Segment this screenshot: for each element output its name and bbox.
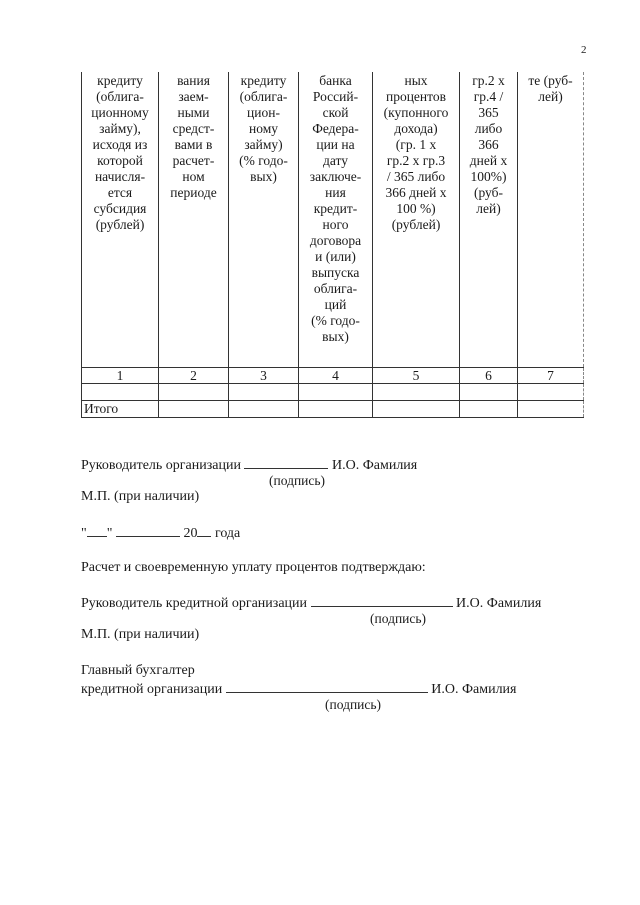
column-number-row [82,368,584,384]
year-blank [197,524,211,537]
head-label: Руководитель организации [81,458,241,473]
table-cell [373,401,460,418]
date-open-quote: " [81,526,87,541]
confirmation-text: Расчет и своевременную уплату процентов подтверждаю: [81,560,426,575]
table-cell [299,401,373,418]
date-year-prefix: 20 [183,526,198,541]
table-cell [518,401,584,418]
table-cell [373,384,460,401]
header-cell-7: те (руб- лей) [518,72,584,368]
column-number: 3 [229,368,299,384]
total-label: Итого [82,401,159,418]
column-number: 7 [518,368,584,384]
table-row [82,384,584,401]
bank-head-label: Руководитель кредитной организации [81,596,308,611]
header-cell-3: кредиту (облига- цион- ному займу) (% годо- вых) [229,72,299,368]
signature-blank [311,594,453,607]
date-close-quote: " [106,526,113,541]
table-cell [460,401,518,418]
table-cell [299,384,373,401]
table-header-row [82,72,584,368]
header-cell-6: гр.2 х гр.4 / 365 либо 366 дней х 100%) (руб- лей) [460,72,518,368]
bank-head-sign-caption: (подпись) [370,611,427,626]
head-signature-line [81,456,417,474]
table-cell [159,384,229,401]
column-number: 6 [460,368,518,384]
head-name: И.О. Фамилия [331,458,418,473]
date-line [81,524,240,542]
date-year-suffix: года [214,526,241,541]
accountant-name: И.О. Фамилия [431,682,517,697]
signature-blank [244,456,328,469]
bank-head-signature-line [81,594,541,612]
head-sign-caption: (подпись) [269,473,326,488]
column-number: 5 [373,368,460,384]
subsidy-calculation-table [81,72,584,418]
accountant-sign-caption: (подпись) [325,697,382,712]
table-cell [518,384,584,401]
header-cell-2: вания заем- ными средст- вами в расчет- ном периоде [159,72,229,368]
accountant-title: Главный бухгалтер [81,663,195,678]
table-cell [159,401,229,418]
bank-seal-note: М.П. (при наличии) [81,627,200,642]
page-number: 2 [581,44,587,56]
column-number: 2 [159,368,229,384]
bank-head-name: И.О. Фамилия [456,596,542,611]
table-cell [460,384,518,401]
column-number: 1 [82,368,159,384]
accountant-signature-line [81,680,516,698]
seal-note: М.П. (при наличии) [81,489,200,504]
day-blank [87,524,107,537]
table-cell [229,401,299,418]
month-blank [116,524,180,537]
header-cell-5: ных процентов (купонного дохода) (гр. 1 х гр.2 х гр.3 / 365 либо 366 дней х 100 %) (рублей) [373,72,460,368]
signature-blank [226,680,428,693]
header-cell-1: кредиту (облига- ционному займу), исходя из которой начисля- ется субсидия (рублей) [82,72,159,368]
table-cell [82,384,159,401]
column-number: 4 [299,368,373,384]
accountant-org-label: кредитной организации [81,682,223,697]
total-row [82,401,584,418]
header-cell-4: банка Россий- ской Федера- ции на дату заключе- ния кредит- ного договора и (или) выпуска облига- ций (% годо- вых) [299,72,373,368]
table-cell [229,384,299,401]
